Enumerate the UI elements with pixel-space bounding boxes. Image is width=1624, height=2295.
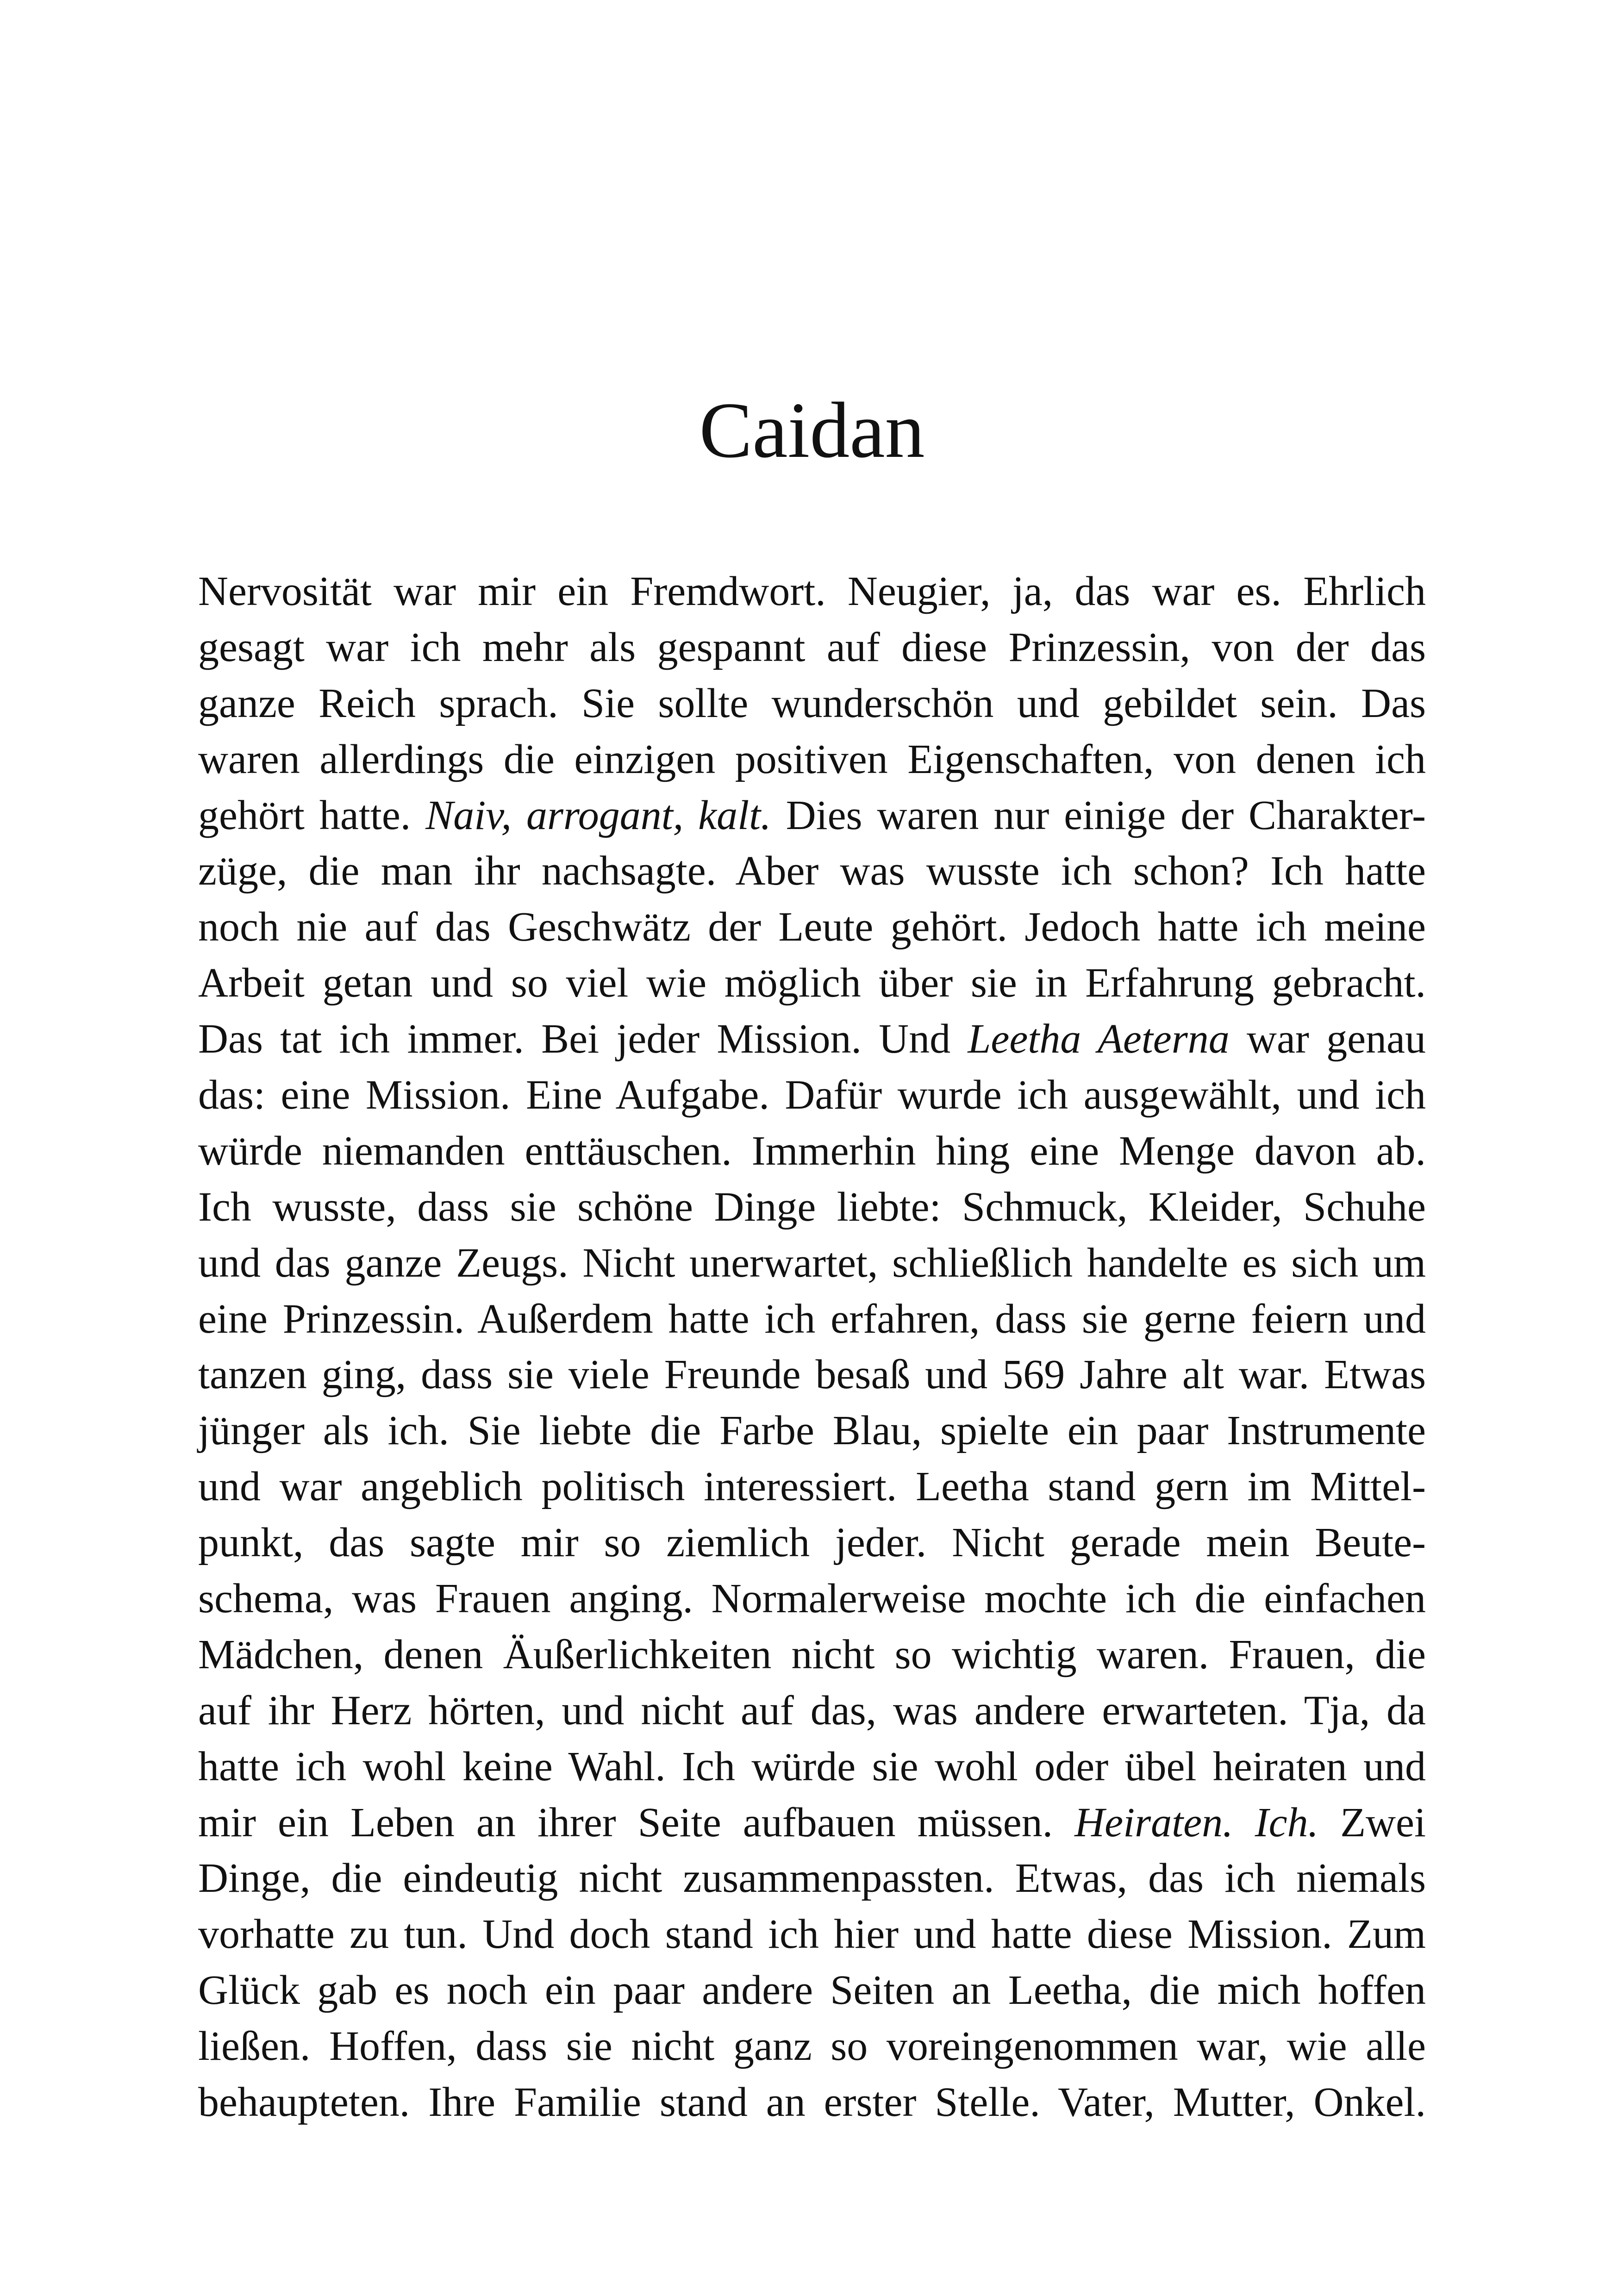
text-line xyxy=(198,1627,1426,1683)
text-line xyxy=(198,1571,1426,1627)
text-segment: Glück gab es noch ein paar andere Seiten an Leetha, die mich hoffen xyxy=(198,1967,1426,2014)
italic-text: Leetha Aeterna xyxy=(968,1016,1230,1062)
text-segment: Nervosität war mir ein Fremdwort. Neugier, ja, das war es. Ehrlich xyxy=(198,568,1426,614)
text-line xyxy=(198,732,1426,788)
body-text xyxy=(198,564,1426,2131)
text-segment: mir ein Leben an ihrer Seite aufbauen müssen. xyxy=(198,1799,1075,1846)
text-line xyxy=(198,788,1426,844)
italic-text: Heiraten. Ich. xyxy=(1074,1799,1319,1846)
text-segment: ließen. Hoffen, dass sie nicht ganz so voreingenommen war, wie alle xyxy=(198,2023,1426,2070)
text-segment: Mädchen, denen Äußerlichkeiten nicht so wichtig waren. Frauen, die xyxy=(198,1631,1426,1678)
text-segment: Dies waren nur einige der Charakter- xyxy=(771,792,1426,838)
text-line xyxy=(198,2075,1426,2131)
text-segment: würde niemanden enttäuschen. Immerhin hing eine Menge davon ab. xyxy=(198,1128,1426,1174)
text-segment: gesagt war ich mehr als gespannt auf diese Prinzessin, von der das xyxy=(198,624,1426,670)
text-line xyxy=(198,1403,1426,1459)
text-segment: Zwei xyxy=(1318,1799,1426,1846)
italic-text: Naiv, arrogant, kalt. xyxy=(425,792,771,838)
text-line xyxy=(198,1347,1426,1403)
text-segment: gehört hatte. xyxy=(198,792,426,838)
text-line xyxy=(198,1907,1426,1963)
text-segment: behaupteten. Ihre Familie stand an erster Stelle. Vater, Mutter, Onkel. xyxy=(198,2079,1426,2126)
text-line xyxy=(198,1459,1426,1515)
text-line xyxy=(198,1683,1426,1739)
text-line xyxy=(198,2019,1426,2075)
text-line xyxy=(198,1851,1426,1907)
text-segment: Arbeit getan und so viel wie möglich über sie in Erfahrung gebracht. xyxy=(198,960,1426,1006)
text-segment: hatte ich wohl keine Wahl. Ich würde sie wohl oder übel heiraten und xyxy=(198,1743,1426,1790)
text-line xyxy=(198,1291,1426,1347)
text-segment: eine Prinzessin. Außerdem hatte ich erfahren, dass sie gerne feiern und xyxy=(198,1296,1426,1342)
text-line xyxy=(198,1067,1426,1123)
text-line xyxy=(198,620,1426,676)
text-line xyxy=(198,1795,1426,1851)
text-line xyxy=(198,899,1426,955)
text-line xyxy=(198,1011,1426,1067)
chapter-title: Caidan xyxy=(699,387,925,474)
text-line xyxy=(198,676,1426,732)
text-segment: schema, was Frauen anging. Normalerweise mochte ich die einfachen xyxy=(198,1576,1426,1622)
text-line xyxy=(198,1739,1426,1795)
text-segment: waren allerdings die einzigen positiven Eigenschaften, von denen ich xyxy=(198,736,1426,782)
text-line xyxy=(198,1235,1426,1291)
text-segment: vorhatte zu tun. Und doch stand ich hier und hatte diese Mission. Zum xyxy=(198,1911,1426,1958)
text-segment: war genau xyxy=(1229,1016,1426,1062)
text-line xyxy=(198,843,1426,899)
text-segment: das: eine Mission. Eine Aufgabe. Dafür wurde ich ausgewählt, und ich xyxy=(198,1072,1426,1118)
text-line xyxy=(198,1179,1426,1235)
text-segment: tanzen ging, dass sie viele Freunde besaß und 569 Jahre alt war. Etwas xyxy=(198,1352,1426,1398)
text-segment: noch nie auf das Geschwätz der Leute gehört. Jedoch hatte ich meine xyxy=(198,904,1426,950)
text-segment: auf ihr Herz hörten, und nicht auf das, was andere erwarteten. Tja, da xyxy=(198,1687,1426,1734)
text-segment: punkt, das sagte mir so ziemlich jeder. Nicht gerade mein Beute- xyxy=(198,1520,1426,1566)
text-line xyxy=(198,1515,1426,1571)
text-segment: und das ganze Zeugs. Nicht unerwartet, schließlich handelte es sich um xyxy=(198,1240,1426,1286)
text-segment: und war angeblich politisch interessiert. Leetha stand gern im Mittel- xyxy=(198,1464,1426,1510)
text-line xyxy=(198,1123,1426,1179)
text-segment: züge, die man ihr nachsagte. Aber was wusste ich schon? Ich hatte xyxy=(198,848,1426,894)
text-segment: Ich wusste, dass sie schöne Dinge liebte: Schmuck, Kleider, Schuhe xyxy=(198,1184,1426,1230)
text-line xyxy=(198,564,1426,620)
text-segment: ganze Reich sprach. Sie sollte wunderschön und gebildet sein. Das xyxy=(198,680,1426,726)
text-segment: Das tat ich immer. Bei jeder Mission. Und xyxy=(198,1016,968,1062)
text-line xyxy=(198,1963,1426,2019)
text-segment: jünger als ich. Sie liebte die Farbe Blau, spielte ein paar Instrumente xyxy=(198,1408,1426,1454)
text-line xyxy=(198,955,1426,1011)
text-segment: Dinge, die eindeutig nicht zusammenpassten. Etwas, das ich niemals xyxy=(198,1855,1426,1902)
